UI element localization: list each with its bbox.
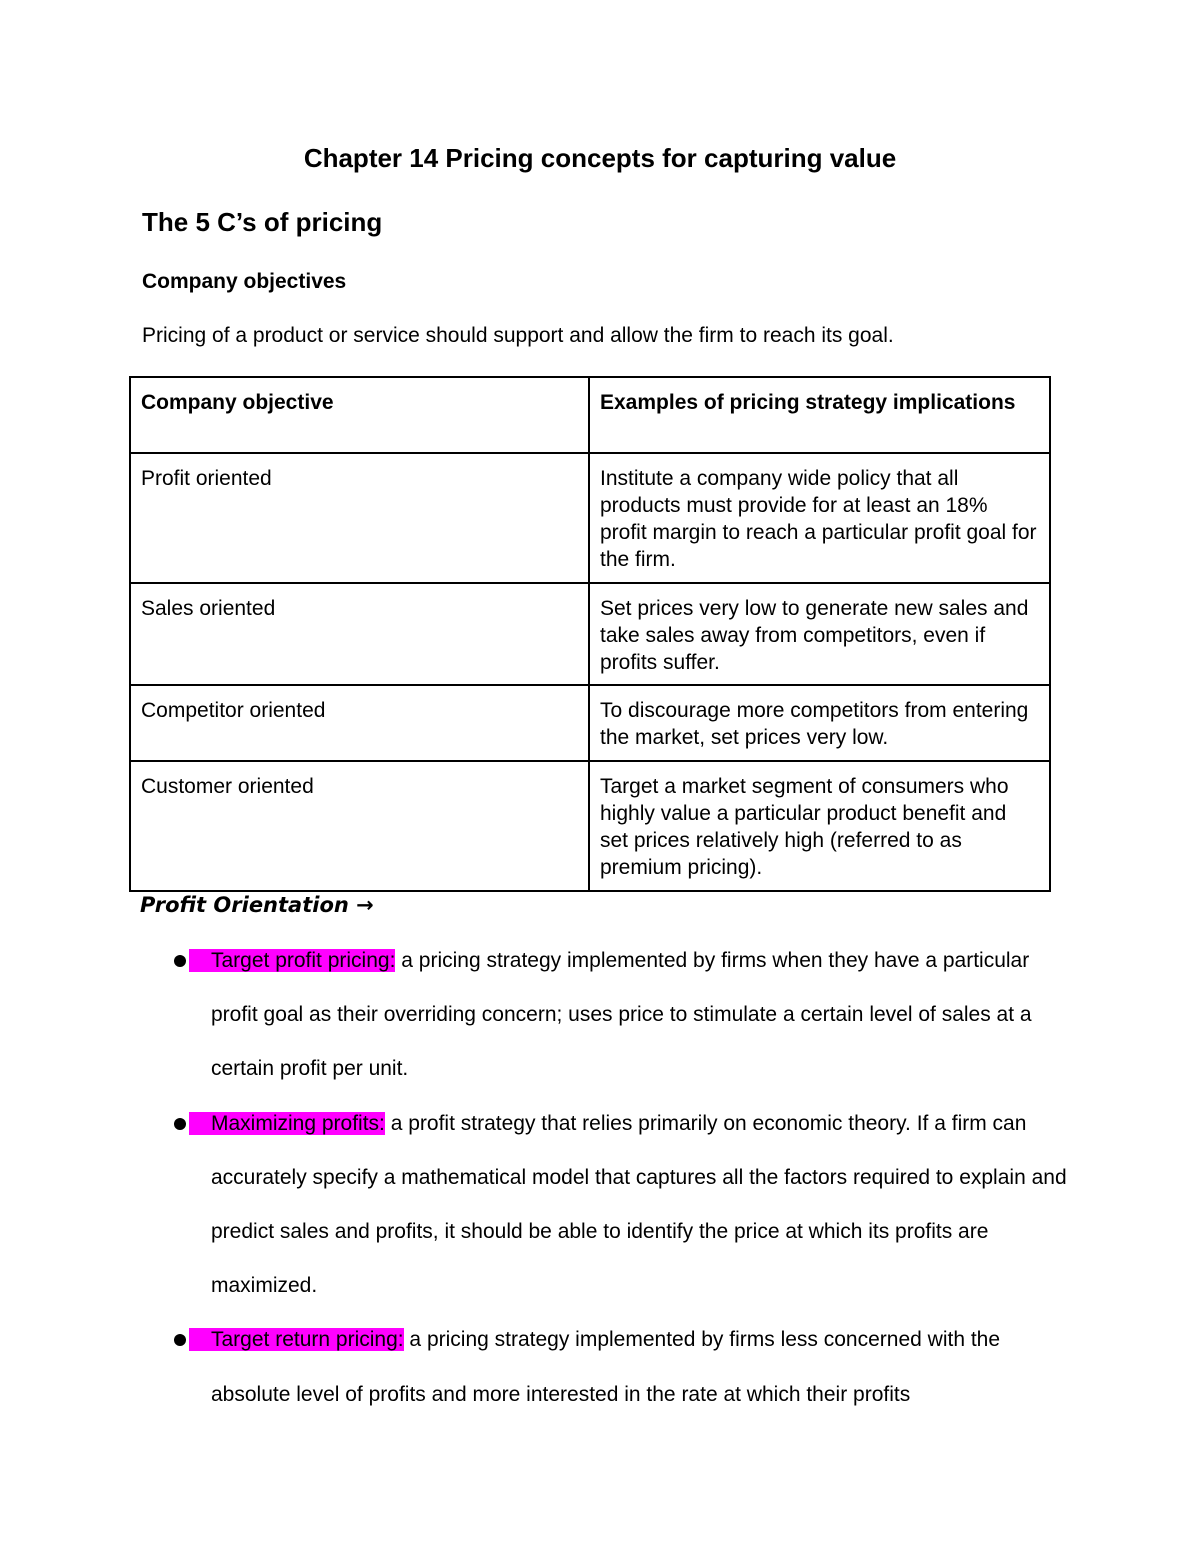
- table-header-row: [130, 377, 1050, 453]
- intro-paragraph: Pricing of a product or service should support and allow the firm to reach its goal.: [142, 324, 894, 347]
- example-cell: Target a market segment of consumers who highly value a particular product benefit and set prices relatively high (referred to as premium pricing).: [589, 761, 1050, 891]
- term-definition: a pricing strategy implemented by firms less concerned with the absolute level of profits and more interested in the rate at which their profits: [211, 1328, 1001, 1406]
- profit-orientation-heading: Profit Orientation →: [140, 893, 374, 917]
- highlighted-term: Target return pricing:: [189, 1328, 404, 1351]
- list-item: [0, 934, 1200, 1097]
- example-cell: Set prices very low to generate new sales and take sales away from competitors, even if profits suffer.: [589, 583, 1050, 685]
- table-row: [130, 583, 1050, 685]
- bullet-icon: [174, 1334, 186, 1346]
- highlighted-term: Target profit pricing:: [189, 949, 395, 972]
- table-row: [130, 685, 1050, 761]
- objective-cell: Competitor oriented: [130, 685, 589, 761]
- objective-cell: Sales oriented: [130, 583, 589, 685]
- table-row: [130, 453, 1050, 583]
- table-row: [130, 761, 1050, 891]
- highlighted-term: Maximizing profits:: [189, 1112, 385, 1135]
- objectives-table: [129, 376, 1051, 892]
- example-cell: To discourage more competitors from entering the market, set prices very low.: [589, 685, 1050, 761]
- example-cell: Institute a company wide policy that all products must provide for at least an 18% profit margin to reach a particular profit goal for the firm.: [589, 453, 1050, 583]
- list-item: [0, 1097, 1200, 1314]
- term-definition: a pricing strategy implemented by firms when they have a particular profit goal as their overriding concern; uses price to stimulate a certain level of sales at a certain profit per unit.: [211, 949, 1032, 1081]
- subsection-heading: Company objectives: [142, 270, 347, 293]
- section-heading: The 5 C’s of pricing: [142, 207, 383, 237]
- bullet-icon: [174, 955, 186, 967]
- definition-list: [0, 934, 1200, 1422]
- list-item: [0, 1313, 1200, 1421]
- table-header-cell: Examples of pricing strategy implications: [589, 377, 1050, 453]
- objective-cell: Customer oriented: [130, 761, 589, 891]
- table-header-cell: Company objective: [130, 377, 589, 453]
- page-title: Chapter 14 Pricing concepts for capturing value: [303, 143, 897, 173]
- term-definition: a profit strategy that relies primarily on economic theory. If a firm can accurately specify a mathematical model that captures all the factors required to explain and predict sales and profits, it should be able to identify the price at which its profits are maximized.: [211, 1111, 1067, 1298]
- bullet-icon: [174, 1118, 186, 1130]
- objective-cell: Profit oriented: [130, 453, 589, 583]
